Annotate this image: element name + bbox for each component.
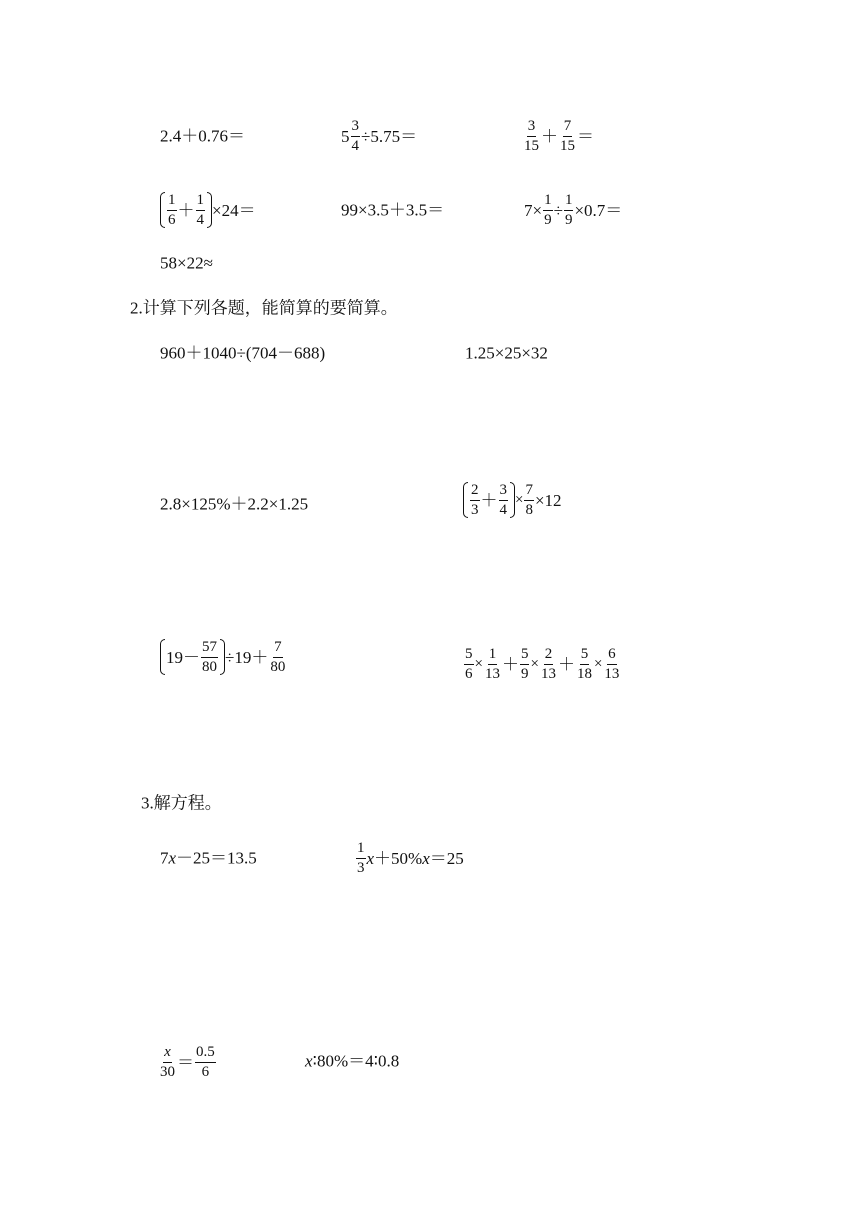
- operator: ×: [474, 655, 483, 672]
- fraction: [559, 118, 576, 154]
- denominator: 15: [524, 137, 539, 154]
- fraction: [523, 118, 540, 154]
- problem-text: 2.4＋0.76＝: [160, 126, 245, 146]
- variable: x: [168, 848, 177, 868]
- problem-tail: ×24＝: [212, 200, 256, 220]
- fraction: [269, 639, 286, 675]
- denominator: 9: [564, 211, 573, 228]
- numerator: 5: [580, 646, 590, 665]
- equation-mid: ＋50%: [374, 848, 423, 868]
- operator: ×: [530, 655, 539, 672]
- denominator: 15: [560, 137, 575, 154]
- variable: x: [305, 1051, 313, 1071]
- operator: ×: [593, 655, 603, 672]
- numerator: 5: [520, 646, 530, 665]
- fraction: [576, 646, 593, 682]
- equation-1: [160, 850, 257, 867]
- problem-text: 1.25×25×32: [465, 343, 548, 363]
- numerator: 1: [488, 646, 498, 665]
- problem-2-3: [160, 496, 308, 513]
- denominator: 13: [484, 665, 500, 682]
- section-2-heading: 2.计算下列各题，能简算的要简算。: [130, 298, 398, 318]
- bracket-group: [463, 482, 515, 518]
- fraction: [356, 840, 366, 876]
- problem-1-5: [341, 202, 444, 219]
- equation-tail: －25＝13.5: [176, 848, 257, 868]
- numerator: 1: [356, 840, 366, 859]
- problem-tail: ÷5.75＝: [361, 126, 418, 146]
- problem-1-1: [160, 128, 245, 145]
- numerator: 6: [607, 646, 617, 665]
- numerator: 1: [196, 192, 206, 211]
- denominator: 80: [202, 658, 217, 675]
- fraction: [524, 482, 534, 518]
- equation-4: [305, 1053, 399, 1070]
- denominator: 3: [471, 501, 479, 518]
- problem-1-7: [160, 255, 213, 272]
- problem-text: 960＋1040÷(704－688): [160, 343, 326, 363]
- denominator: 80: [270, 658, 286, 675]
- denominator: 30: [160, 1063, 175, 1080]
- numerator: 3: [351, 118, 361, 137]
- fraction: [564, 192, 574, 228]
- numerator: 1: [167, 192, 177, 211]
- denominator: 6: [201, 1063, 210, 1080]
- numerator: 7: [273, 639, 283, 658]
- left-bracket: [160, 192, 165, 228]
- problem-2-2: [465, 345, 548, 362]
- operator: ＋: [177, 200, 195, 220]
- operator: ＋: [501, 654, 519, 674]
- problem-1-2: [341, 118, 417, 154]
- problem-2-1: [160, 345, 325, 362]
- problem-1-6: [524, 192, 622, 228]
- left-bracket: [463, 482, 468, 518]
- numerator: 0.5: [195, 1044, 216, 1063]
- numerator: x: [163, 1044, 172, 1063]
- section-3-heading: 3.解方程。: [141, 793, 222, 813]
- fraction: [196, 192, 206, 228]
- fraction: [470, 482, 480, 518]
- operator: ×: [515, 491, 524, 508]
- fraction: [543, 192, 553, 228]
- numerator: 7: [563, 118, 573, 137]
- operator: ＋: [480, 490, 498, 510]
- fraction: [484, 646, 501, 682]
- operator: ＋: [557, 654, 575, 674]
- fraction: [351, 118, 361, 154]
- problem-lead: 7×: [524, 200, 543, 220]
- equation-lead: 7: [160, 848, 169, 868]
- numerator: 1: [564, 192, 574, 211]
- problem-tail: ×12: [534, 490, 562, 510]
- denominator: 4: [351, 137, 359, 154]
- operator: ÷: [553, 200, 563, 220]
- problem-2-6: [463, 646, 621, 682]
- fraction: [603, 646, 620, 682]
- equation-3: [158, 1044, 217, 1080]
- denominator: 6: [168, 211, 176, 228]
- equation-tail: ∶80%＝4∶0.8: [312, 1051, 400, 1071]
- problem-2-4: [463, 482, 562, 518]
- fraction: [520, 646, 530, 682]
- fraction: [201, 639, 218, 675]
- left-bracket: [160, 639, 165, 675]
- mixed-whole: 5: [341, 126, 350, 146]
- operator: ＋: [541, 126, 558, 146]
- denominator: 13: [540, 665, 556, 682]
- fraction: [195, 1044, 216, 1080]
- problem-tail: ×0.7＝: [574, 200, 623, 220]
- fraction: [167, 192, 177, 228]
- problem-1-4: [160, 192, 256, 228]
- fraction: [499, 482, 509, 518]
- bracket-group: [160, 639, 225, 675]
- numerator: 1: [543, 192, 553, 211]
- problem-text: 2.8×125%＋2.2×1.25: [160, 494, 309, 514]
- denominator: 18: [576, 665, 592, 682]
- equals: ＝: [577, 126, 594, 146]
- numerator: 2: [470, 482, 480, 501]
- equation-tail: ＝25: [429, 848, 464, 868]
- problem-1-3: [522, 118, 594, 154]
- fraction: [540, 646, 557, 682]
- denominator: 3: [357, 859, 365, 876]
- numerator: 2: [544, 646, 554, 665]
- numerator: 3: [499, 482, 509, 501]
- problem-lead: 19－: [166, 647, 200, 667]
- problem-2-5: [160, 639, 287, 675]
- equals: ＝: [177, 1052, 194, 1072]
- equation-2: [355, 840, 464, 876]
- denominator: 9: [520, 665, 529, 682]
- numerator: 3: [527, 118, 537, 137]
- problem-text: 99×3.5＋3.5＝: [341, 200, 445, 220]
- bracket-group: [160, 192, 212, 228]
- denominator: 8: [525, 501, 533, 518]
- fraction: [464, 646, 474, 682]
- variable: x: [366, 848, 375, 868]
- denominator: 6: [465, 665, 473, 682]
- denominator: 4: [499, 501, 507, 518]
- numerator: 57: [201, 639, 218, 658]
- problem-text: 58×22≈: [160, 253, 213, 273]
- problem-mid: ÷19＋: [225, 647, 269, 667]
- numerator: 7: [524, 482, 534, 501]
- numerator: 5: [464, 646, 474, 665]
- denominator: 9: [544, 211, 552, 228]
- denominator: 13: [604, 665, 620, 682]
- denominator: 4: [196, 211, 204, 228]
- variable: x: [422, 848, 430, 868]
- fraction: [159, 1044, 176, 1080]
